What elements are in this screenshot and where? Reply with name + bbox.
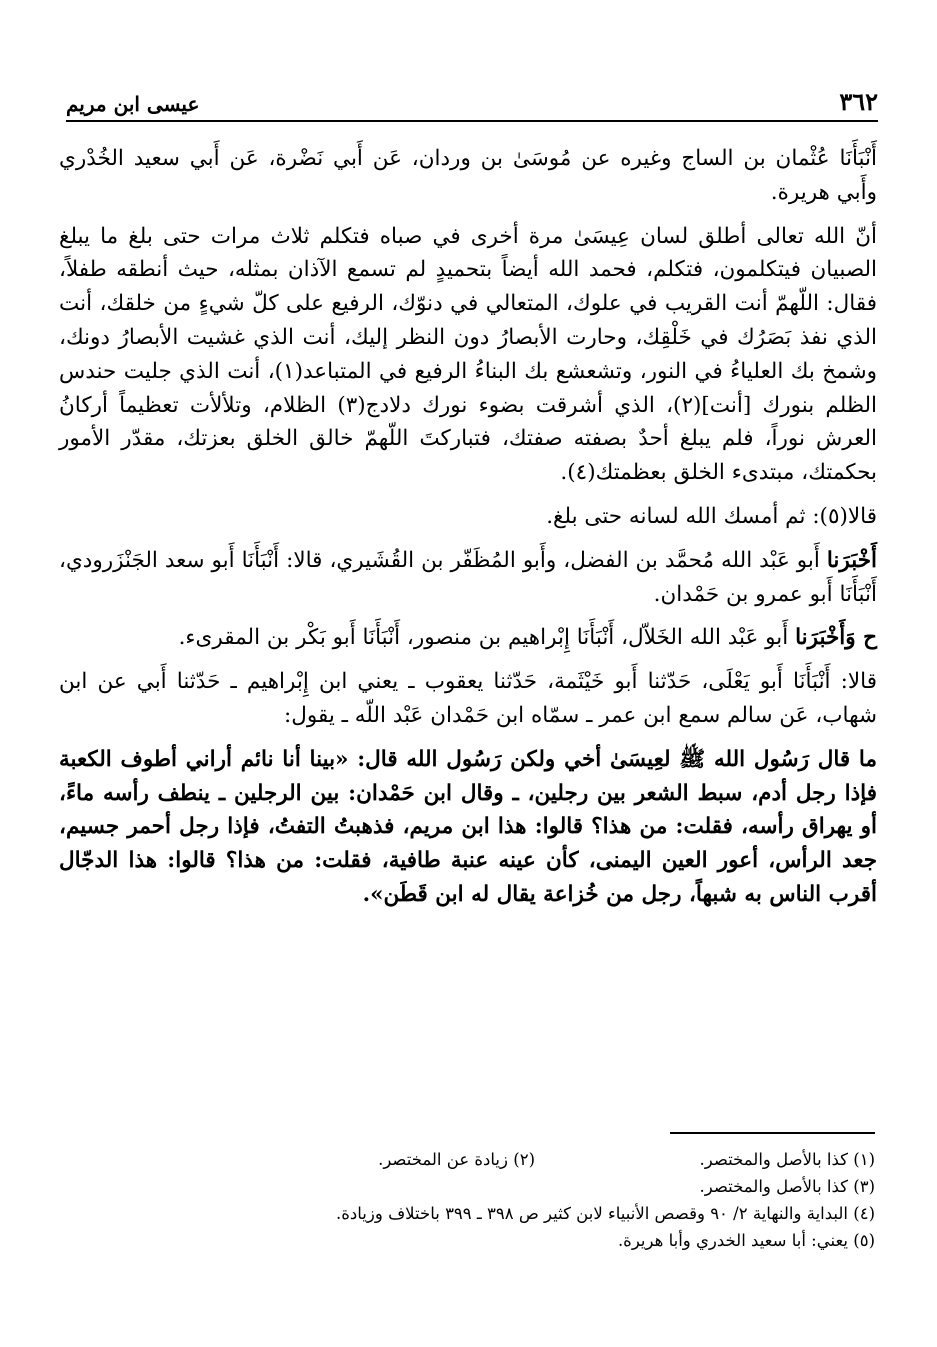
paragraph-isnad-1 — [59, 142, 877, 210]
footnote-3: (٣) كذا بالأصل والمختصر. — [699, 1177, 875, 1196]
footnote-1: (١) كذا بالأصل والمختصر. — [699, 1150, 875, 1169]
footnote-2: (٢) زيادة عن المختصر. — [378, 1150, 535, 1169]
paragraph-text: أَنْبَأَنَا عُثْمان بن الساج وغيره عن مُوسَىٰ بن وردان، عَن أَبي نَضْرة، عَن أَبي سعيد الخُدْري وأَبي هريرة. — [59, 146, 877, 205]
footnote-divider — [670, 1132, 875, 1134]
paragraph-lead: أَخْبَرَنا — [826, 547, 877, 573]
main-text — [59, 142, 877, 922]
running-title: عيسى ابن مريم — [66, 92, 200, 116]
paragraph-text: أنّ الله تعالى أطلق لسان عِيسَىٰ مرة أخرى في صباه فتكلم ثلاث مرات حتى بلغ ما يبلغ الصبيان فيتكلمون، فتكلم، فحمد الله أيضاً بتحميدٍ لم تسمع الآذان بمثله، حيث أنطقه طفلاً، فقال: اللّهمّ أنت القريب في علوك، المتعالي في دنوّك، الرفيع على كلّ شيءٍ من خلقك، أنت الذي نفذ بَصَرُك في خَلْقِك، وحارت الأبصارُ دون النظر إليك، أنت الذي غشيت الأبصارُ دونك، وشمخ بك العلياءُ في النور، وتشعشع بك البناءُ الرفيع في المتباعد(١)، أنت الذي جليت حندس الظلم بنورك [أنت](٢)، الذي أشرقت بضوء نورك دلادج(٣) الظلام، وتلألأت تعظيماً أركانُ العرش نوراً، فلم يبلغ أحدٌ بصفته صفتك، فتباركتَ اللّهمّ خالق الخلق بعزتك، مقدّر الأمور بحكمتك، مبتدىء الخلق بعظمتك(٤). — [59, 223, 878, 486]
paragraph-text: أَبو عَبْد الله مُحمَّد بن الفضل، وأَبو المُظَفّر بن القُشَيري، قالا: أَنْبَأَنَا أَبو سعد الجَنْزَرودي، أَنْبَأَنَا أَبو عمرو بن حَمْدان. — [59, 547, 877, 607]
paragraph-qala — [59, 500, 877, 534]
paragraph-prayer — [59, 220, 877, 490]
page-header — [66, 80, 878, 122]
paragraph-text: قالا: أَنْبَأَنَا أَبو يَعْلَى، حَدّثنا أَبو خَيْثَمة، حَدّثنا يعقوب ـ يعني ابن إِبْراهيم ـ حَدّثنا أَبي عن ابن شهاب، عَن سالم سمع ابن عمر ـ سمّاه ابن حَمْدان عَبْد اللّه ـ يقول: — [59, 669, 877, 728]
paragraph-text: قالا(٥): ثم أمسك الله لسانه حتى بلغ. — [546, 503, 877, 529]
paragraph-text: أَبو عَبْد الله الخَلاّل، أَنْبَأَنَا إِبْراهيم بن منصور، أَنْبَأَنَا أَبو بَكْر بن المقرىء. — [178, 625, 796, 651]
footnote-4: (٤) البداية والنهاية ٢/ ٩٠ وقصص الأنبياء لابن كثير ص ٣٩٨ ـ ٣٩٩ باختلاف وزيادة. — [336, 1204, 875, 1223]
paragraph-isnad-4 — [59, 665, 877, 733]
footnotes — [175, 1146, 875, 1254]
paragraph-text: ما قال رَسُول الله ﷺ لعِيسَىٰ أخي ولكن رَسُول الله قال: «بينا أنا نائم أراني أطوف الكعبة فإذا رجل أدم، سبط الشعر بين رجلين، ـ وقال ابن حَمْدان: بين الرجلين ـ ينطف رأسه ماءً، أو يهراق رأسه، فقلت: من هذا؟ قالوا: هذا ابن مريم، فذهبتُ التفتُ، فإذا رجل أحمر جسيم، جعد الرأس، أعور العين اليمنى، كأن عينه عنبة طافية، فقلت: من هذا؟ قالوا: هذا الدجّال أقرب الناس به شبهاً، رجل من خُزاعة يقال له ابن قَطَن». — [59, 746, 877, 907]
footnote-5: (٥) يعني: أبا سعيد الخدري وأبا هريرة. — [617, 1231, 875, 1250]
footnote-row — [175, 1146, 875, 1173]
paragraph-lead: ح وَأَخْبَرَنا — [795, 625, 877, 651]
page-number: ٣٦٢ — [839, 87, 878, 116]
paragraph-hadith — [59, 743, 877, 912]
paragraph-isnad-3 — [59, 621, 877, 655]
paragraph-isnad-2 — [59, 544, 877, 612]
